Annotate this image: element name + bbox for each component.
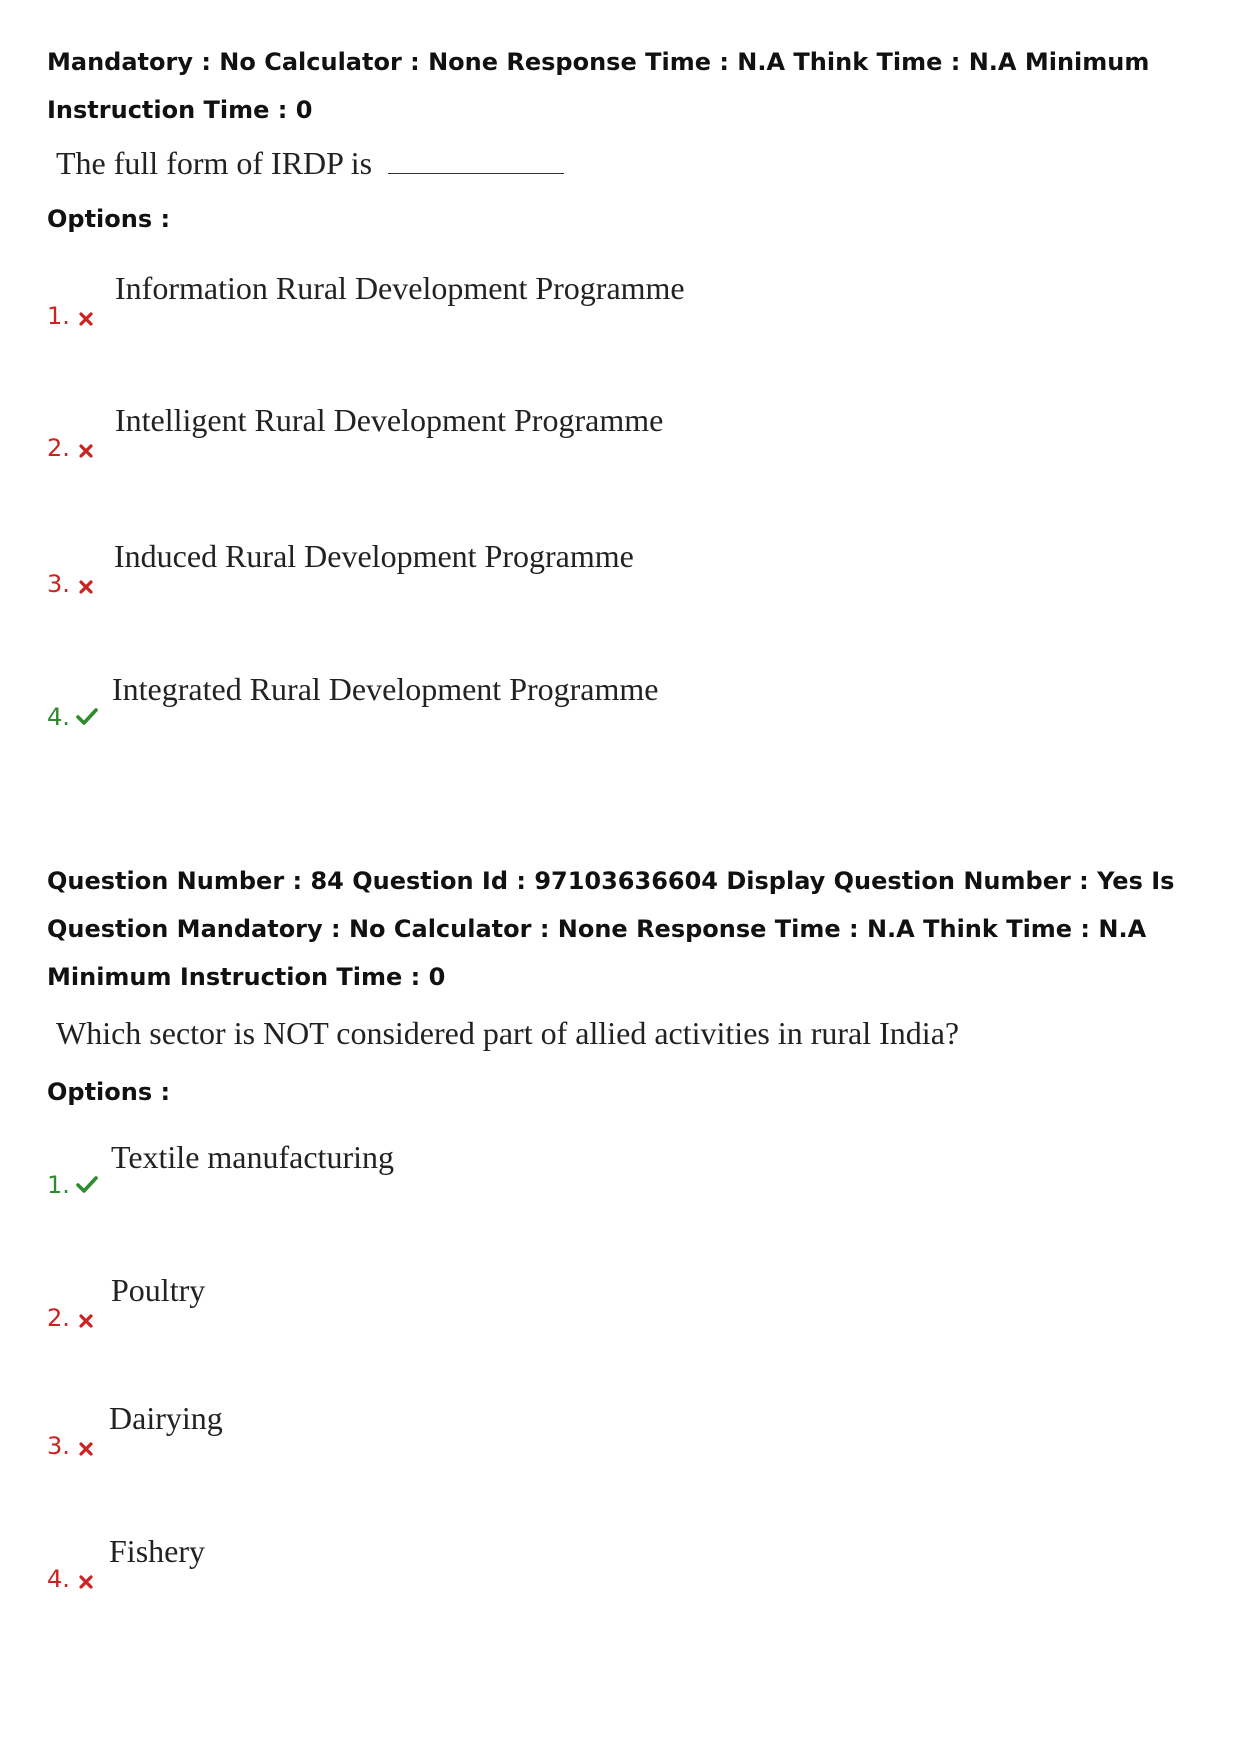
cross-icon [79,1442,93,1456]
option-text: Textile manufacturing [111,1139,394,1175]
check-icon [76,708,98,725]
option-number: 3. [47,1432,70,1460]
question-meta: Question Number : 84 Question Id : 97103636604 Display Question Number : Yes Is Question Mandatory : No Calculator : None Response Time : N.A Think Time : N.A Minimum Instruction Time : 0 [47,867,1175,991]
option-text: Integrated Rural Development Programme [112,671,659,707]
option-item [47,1139,947,1199]
cross-icon [79,312,93,326]
option-text: Intelligent Rural Development Programme [115,402,664,438]
question-stem: The full form of IRDP is [56,145,373,181]
question-text [56,143,564,182]
cross-icon [79,1575,93,1589]
question-text: Which sector is NOT considered part of allied activities in rural India? [56,1015,960,1051]
option-item [47,402,947,462]
option-text: Fishery [109,1533,205,1569]
option-item [47,1533,947,1593]
option-text: Poultry [111,1272,206,1308]
option-text: Dairying [109,1400,223,1436]
option-item [47,671,947,731]
option-item [47,1400,947,1460]
check-icon [76,1176,98,1193]
options-label: Options : [47,205,171,233]
cross-icon [79,444,93,458]
option-text: Information Rural Development Programme [115,270,685,306]
option-number: 4. [47,703,70,731]
option-number: 1. [47,302,70,330]
option-number: 2. [47,1304,70,1332]
option-number: 2. [47,434,70,462]
option-number: 4. [47,1565,70,1593]
option-item [47,1272,947,1332]
answer-blank [388,143,564,174]
options-label: Options : [47,1078,171,1106]
option-item [47,270,947,330]
option-item [47,538,947,598]
cross-icon [79,580,93,594]
option-text: Induced Rural Development Programme [114,538,634,574]
question-meta: Mandatory : No Calculator : None Response Time : N.A Think Time : N.A Minimum Instruction Time : 0 [47,48,1150,124]
cross-icon [79,1314,93,1328]
option-number: 1. [47,1171,70,1199]
option-number: 3. [47,570,70,598]
